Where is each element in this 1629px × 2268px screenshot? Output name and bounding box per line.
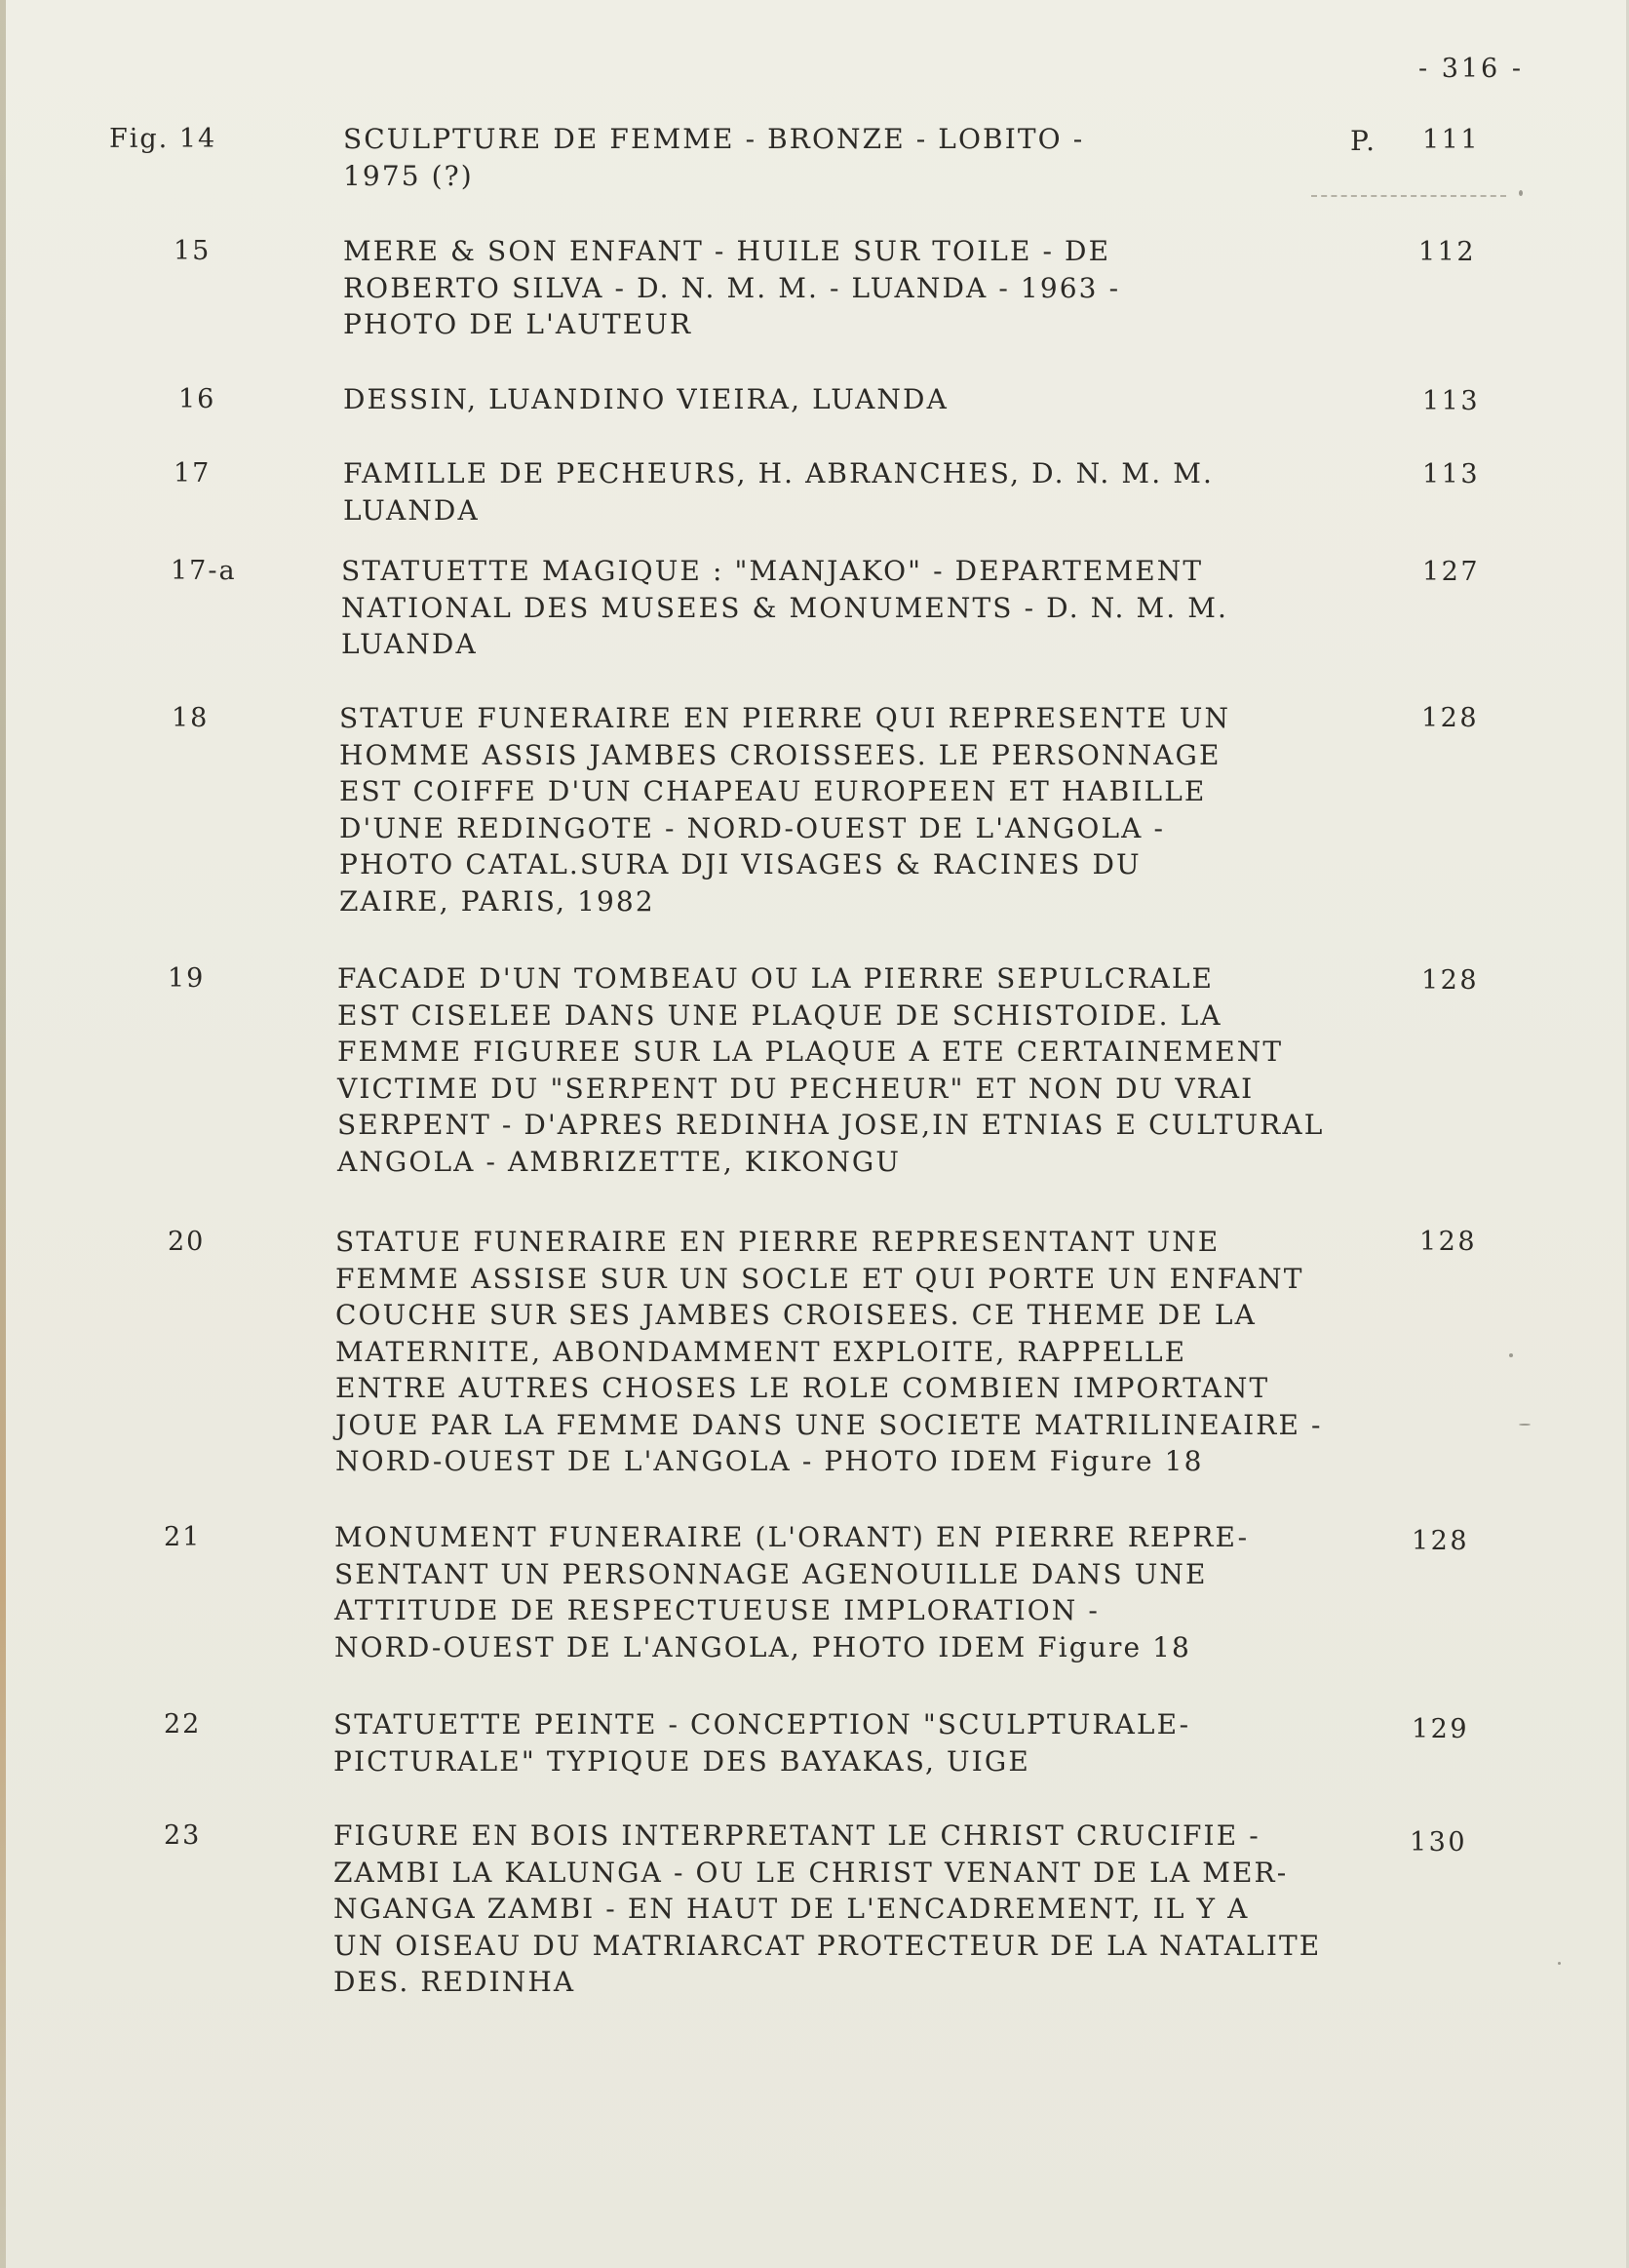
caption-line: ZAMBI LA KALUNGA - OU LE CHRIST VENANT DE LA MER- [333,1856,1289,1889]
page-column-label: P. [1350,125,1378,157]
figure-caption [343,233,1454,343]
caption-line: MERE & SON ENFANT - HUILE SUR TOILE - DE [343,235,1111,267]
caption-line: DESSIN, LUANDINO VIEIRA, LUANDA [343,383,949,415]
figure-caption [337,960,1449,1180]
caption-line: ZAIRE, PARIS, 1982 [339,884,655,918]
scan-mark [1519,1424,1531,1426]
caption-line: NGANGA ZAMBI - EN HAUT DE L'ENCADREMENT, IL Y A [333,1893,1250,1925]
page-number: - 316 - [1418,54,1524,84]
page-reference: 113 [1422,386,1481,416]
caption-line: FACADE D'UN TOMBEAU OU LA PIERRE SEPULCRALE [337,962,1215,995]
caption-line: NORD-OUEST DE L'ANGOLA - PHOTO IDEM Figure 18 [335,1445,1204,1477]
caption-line: NATIONAL DES MUSEES & MONUMENTS - D. N. M. M. [341,591,1229,624]
scan-mark [1519,190,1523,196]
page-left-edge [0,0,6,2268]
figure-caption [334,1519,1446,1665]
figure-number: 15 [174,236,212,266]
caption-line: FIGURE EN BOIS INTERPRETANT LE CHRIST CRUCIFIE - [333,1819,1261,1852]
caption-line: EST COIFFE D'UN CHAPEAU EUROPEEN ET HABILLE [339,775,1207,807]
figure-number: 18 [172,703,210,733]
scan-mark [1558,1962,1561,1965]
caption-line: ROBERTO SILVA - D. N. M. M. - LUANDA - 1963 - [343,271,1121,304]
page-reference: 112 [1418,237,1477,267]
caption-line: ENTRE AUTRES CHOSES LE ROLE COMBIEN IMPORTANT [335,1372,1270,1404]
figure-caption [343,381,1454,418]
caption-line: D'UNE REDINGOTE - NORD-OUEST DE L'ANGOLA - [339,811,1166,844]
figure-caption [333,1706,1445,1779]
page-reference: 128 [1412,1526,1470,1556]
caption-line: STATUETTE PEINTE - CONCEPTION "SCULPTURALE- [333,1708,1191,1740]
caption-line: PHOTO DE L'AUTEUR [343,308,693,340]
figure-number: 23 [164,1820,202,1851]
caption-line: MATERNITE, ABONDAMMENT EXPLOITE, RAPPELLE [335,1335,1187,1368]
page-reference: 130 [1410,1827,1468,1857]
page-reference: 128 [1421,965,1480,996]
figure-number: 16 [178,384,216,414]
caption-line: STATUETTE MAGIQUE : "MANJAKO" - DEPARTEMENT [341,555,1204,587]
figure-number: 17 [174,458,212,489]
caption-line: 1975 (?) [343,159,474,192]
caption-line: STATUE FUNERAIRE EN PIERRE REPRESENTANT UNE [335,1226,1221,1258]
page-reference: 128 [1421,703,1480,733]
figure-number: 17-a [171,556,237,586]
caption-line: ATTITUDE DE RESPECTUEUSE IMPLORATION - [334,1594,1100,1626]
caption-line: SERPENT - D'APRES REDINHA JOSE,IN ETNIAS E CULTURAL [337,1109,1325,1141]
caption-line: NORD-OUEST DE L'ANGOLA, PHOTO IDEM Figure 18 [334,1630,1191,1663]
caption-line: MONUMENT FUNERAIRE (L'ORANT) EN PIERRE REPRE- [334,1521,1250,1553]
page-reference: 129 [1412,1714,1470,1744]
caption-line: FAMILLE DE PECHEURS, H. ABRANCHES, D. N. M. M. [343,457,1214,489]
caption-line: SCULPTURE DE FEMME - BRONZE - LOBITO - [343,123,1085,155]
caption-line: LUANDA [343,493,480,527]
figure-number: 19 [168,963,206,994]
figure-number: 21 [164,1522,202,1552]
scan-mark [1311,195,1506,197]
caption-line: EST CISELEE DANS UNE PLAQUE DE SCHISTOIDE. LA [337,998,1222,1032]
caption-line: FEMME FIGUREE SUR LA PLAQUE A ETE CERTAINEMENT [337,1036,1284,1068]
figure-caption [339,700,1451,919]
caption-line: VICTIME DU "SERPENT DU PECHEUR" ET NON DU VRAI [337,1072,1255,1105]
page-reference: 128 [1419,1227,1478,1257]
figure-caption [335,1224,1447,1480]
figure-number: Fig. 14 [109,124,217,154]
caption-line: STATUE FUNERAIRE EN PIERRE QUI REPRESENTE UN [339,702,1231,734]
caption-line: PICTURALE" TYPIQUE DES BAYAKAS, UIGE [333,1744,1030,1778]
figure-caption [341,553,1453,663]
caption-line: SENTANT UN PERSONNAGE AGENOUILLE DANS UNE [334,1557,1208,1590]
page-reference: 127 [1422,557,1481,587]
scan-mark [1509,1353,1513,1357]
caption-line: LUANDA [341,628,478,660]
figure-number: 22 [164,1709,202,1740]
caption-line: COUCHE SUR SES JAMBES CROISEES. CE THEME DE LA [335,1299,1257,1331]
page-reference: 111 [1422,125,1481,155]
figure-caption [343,455,1454,528]
caption-line: HOMME ASSIS JAMBES CROISSEES. LE PERSONNAGE [339,738,1222,771]
caption-line: FEMME ASSISE SUR UN SOCLE ET QUI PORTE UN ENFANT [335,1262,1304,1295]
caption-line: DES. REDINHA [333,1966,576,1998]
caption-line: ANGOLA - AMBRIZETTE, KIKONGU [337,1145,902,1178]
figure-caption [333,1818,1445,2001]
caption-line: UN OISEAU DU MATRIARCAT PROTECTEUR DE LA NATALITE [333,1929,1322,1962]
caption-line: JOUE PAR LA FEMME DANS UNE SOCIETE MATRILINEAIRE - [335,1408,1323,1441]
figure-caption [343,121,1454,194]
caption-line: PHOTO CATAL.SURA DJI VISAGES & RACINES DU [339,848,1142,880]
figure-number: 20 [168,1227,206,1257]
page-reference: 113 [1422,459,1481,489]
